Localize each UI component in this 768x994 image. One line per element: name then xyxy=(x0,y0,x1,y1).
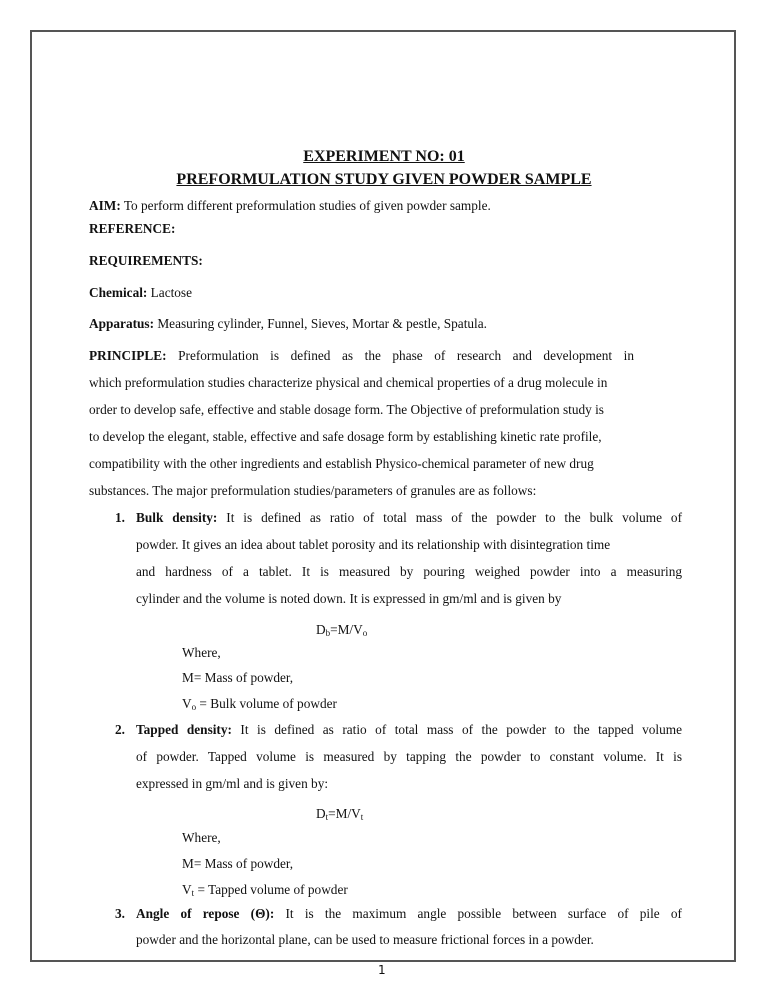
item-label: Tapped density: xyxy=(136,722,232,737)
apparatus-line xyxy=(89,316,487,332)
chemical-line xyxy=(89,285,192,301)
experiment-number-heading: EXPERIMENT NO: 01 xyxy=(303,148,465,165)
item-text: It is defined as ratio of total mass of the powder to the bulk volume of xyxy=(217,510,682,525)
formula-subscript: o xyxy=(362,628,368,638)
formula-symbol: D xyxy=(316,622,326,637)
def-symbol: V xyxy=(182,696,192,711)
item-line xyxy=(136,510,682,526)
principle-line: which preformulation studies characterize physical and chemical properties of a drug molecule in xyxy=(89,375,608,390)
definition-line xyxy=(182,670,293,686)
list-number: 2. xyxy=(115,722,125,737)
item-text: It is defined as ratio of total mass of the powder to the tapped volume xyxy=(231,722,682,737)
page-number: 1 xyxy=(378,963,386,977)
def-text: = Bulk volume of powder xyxy=(196,696,337,711)
item-line: powder. It gives an idea about tablet porosity and its relationship with disintegration time xyxy=(136,537,611,552)
def-text: = Mass of powder, xyxy=(193,856,294,871)
principle-line: compatibility with the other ingredients and establish Physico-chemical parameter of new drug xyxy=(89,456,594,471)
apparatus-label: Apparatus: xyxy=(89,316,155,331)
chemical-text: Lactose xyxy=(147,285,193,300)
aim-label: AIM: xyxy=(89,198,121,213)
requirements-heading: REQUIREMENTS: xyxy=(89,253,203,268)
principle-line xyxy=(89,348,634,364)
principle-line: substances. The major preformulation studies/parameters of granules are as follows: xyxy=(89,483,537,498)
document-title: PREFORMULATION STUDY GIVEN POWDER SAMPLE xyxy=(176,171,592,188)
item-line: expressed in gm/ml and is given by: xyxy=(136,776,329,791)
item-text: It is the maximum angle possible between surface of pile of xyxy=(274,906,682,921)
formula-symbol: D xyxy=(316,806,326,821)
list-number: 1. xyxy=(115,510,125,525)
def-symbol: M xyxy=(182,856,194,871)
list-number: 3. xyxy=(115,906,125,921)
chemical-label: Chemical: xyxy=(89,285,148,300)
where-label: Where, xyxy=(182,830,221,845)
formula-expression: =M/V xyxy=(330,622,363,637)
def-text: = Tapped volume of powder xyxy=(194,882,348,897)
principle-text: Preformulation is defined as the phase of research and development in xyxy=(166,348,634,363)
definition-line xyxy=(182,856,293,872)
principle-line: order to develop safe, effective and stable dosage form. The Objective of preformulation study is xyxy=(89,402,604,417)
definition-line xyxy=(182,882,348,898)
definition-line xyxy=(182,696,337,712)
where-label: Where, xyxy=(182,645,221,660)
item-line xyxy=(136,906,682,922)
formula-subscript: b xyxy=(325,628,331,638)
apparatus-text: Measuring cylinder, Funnel, Sieves, Mortar & pestle, Spatula. xyxy=(154,316,487,331)
item-label: Bulk density: xyxy=(136,510,218,525)
def-subscript: t xyxy=(191,888,195,898)
aim-line xyxy=(89,198,491,214)
formula-expression: =M/V xyxy=(328,806,361,821)
reference-heading: REFERENCE: xyxy=(89,221,176,236)
def-text: = Mass of powder, xyxy=(193,670,294,685)
item-line: powder and the horizontal plane, can be used to measure frictional forces in a powder. xyxy=(136,932,594,947)
item-line xyxy=(136,722,682,738)
def-subscript: o xyxy=(191,702,197,712)
item-line: of powder. Tapped volume is measured by tapping the powder to constant volume. It is xyxy=(136,749,682,764)
aim-text: To perform different preformulation studies of given powder sample. xyxy=(120,198,491,213)
bulk-density-formula xyxy=(316,622,367,638)
def-symbol: V xyxy=(182,882,192,897)
principle-label: PRINCIPLE: xyxy=(89,348,167,363)
item-line: cylinder and the volume is noted down. It is expressed in gm/ml and is given by xyxy=(136,591,562,606)
def-symbol: M xyxy=(182,670,194,685)
formula-subscript: t xyxy=(360,812,364,822)
item-line: and hardness of a tablet. It is measured by pouring weighed powder into a measuring xyxy=(136,564,682,579)
formula-subscript: t xyxy=(325,812,329,822)
principle-line: to develop the elegant, stable, effective and safe dosage form by establishing kinetic rate profile, xyxy=(89,429,602,444)
tapped-density-formula xyxy=(316,806,363,822)
item-label: Angle of repose (Θ): xyxy=(136,906,275,921)
